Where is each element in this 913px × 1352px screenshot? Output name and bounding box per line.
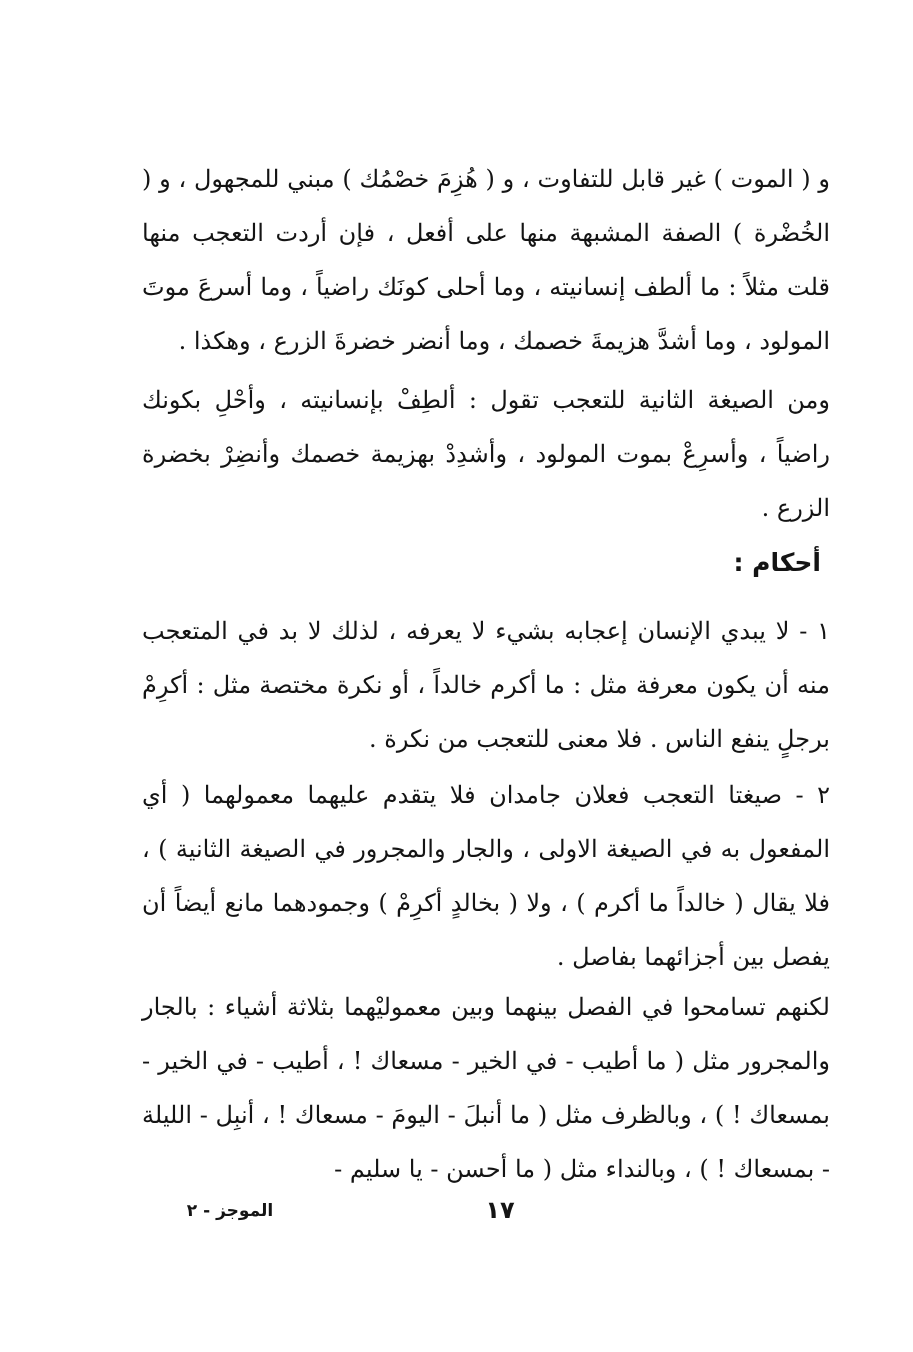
- section-heading: أحكام :: [733, 548, 821, 577]
- page-number: ١٧: [485, 1196, 515, 1224]
- paragraph-examples: و ( الموت ) غير قابل للتفاوت ، و ( هُزِمَ خصْمُك ) مبني للمجهول ، و ( الخُضْرة ) الصفة المشبهة منها على أفعل ، فإن أردت التعجب منها قلت مثلاً : ما ألطف إنسانيته ، وما أحلى كونَك راضياً ، وما أسرعَ موتَ المولود ، وما أشدَّ هزيمةَ خصمك ، وما أنضر خضرةَ الزرع ، وهكذا .: [142, 165, 830, 355]
- signature-mark: الموجز - ٢: [186, 1201, 274, 1221]
- paragraph-second-form: ومن الصيغة الثانية للتعجب تقول : ألطِفْ بإنسانيته ، وأحْلِ بكونك راضياً ، وأسرِعْ بموت المولود ، وأشدِدْ بهزيمة خصمك وأنضِرْ بخضرة الزرع .: [142, 386, 830, 522]
- rule-2-continuation: لكنهم تسامحوا في الفصل بينهما وبين معموليْهما بثلاثة أشياء : بالجار والمجرور مثل ( ما أطيب - في الخير - مسعاك ! ، أطيب - في الخير - بمسعاك ! ) ، وبالظرف مثل ( ما أنبلَ - اليومَ - مسعاك ! ، أنبِل - الليلة - بمسعاك ! ) ، وبالنداء مثل ( ما أحسن - يا سليم -: [142, 993, 830, 1183]
- rule-1: ١ - لا يبدي الإنسان إعجابه بشيء لا يعرفه ، لذلك لا بد في المتعجب منه أن يكون معرفة مثل : ما أكرم خالداً ، أو نكرة مختصة مثل : أكرِمْ برجلٍ ينفع الناس . فلا معنى للتعجب من نكرة .: [142, 617, 830, 753]
- rule-2: ٢ - صيغتا التعجب فعلان جامدان فلا يتقدم عليهما معمولهما ( أي المفعول به في الصيغة الاولى ، والجار والمجرور في الصيغة الثانية ) ، فلا يقال ( خالداً ما أكرم ) ، ولا ( بخالدٍ أكرِمْ ) وجمودهما مانع أيضاً أن يفصل بين أجزائهما بفاصل .: [142, 781, 830, 971]
